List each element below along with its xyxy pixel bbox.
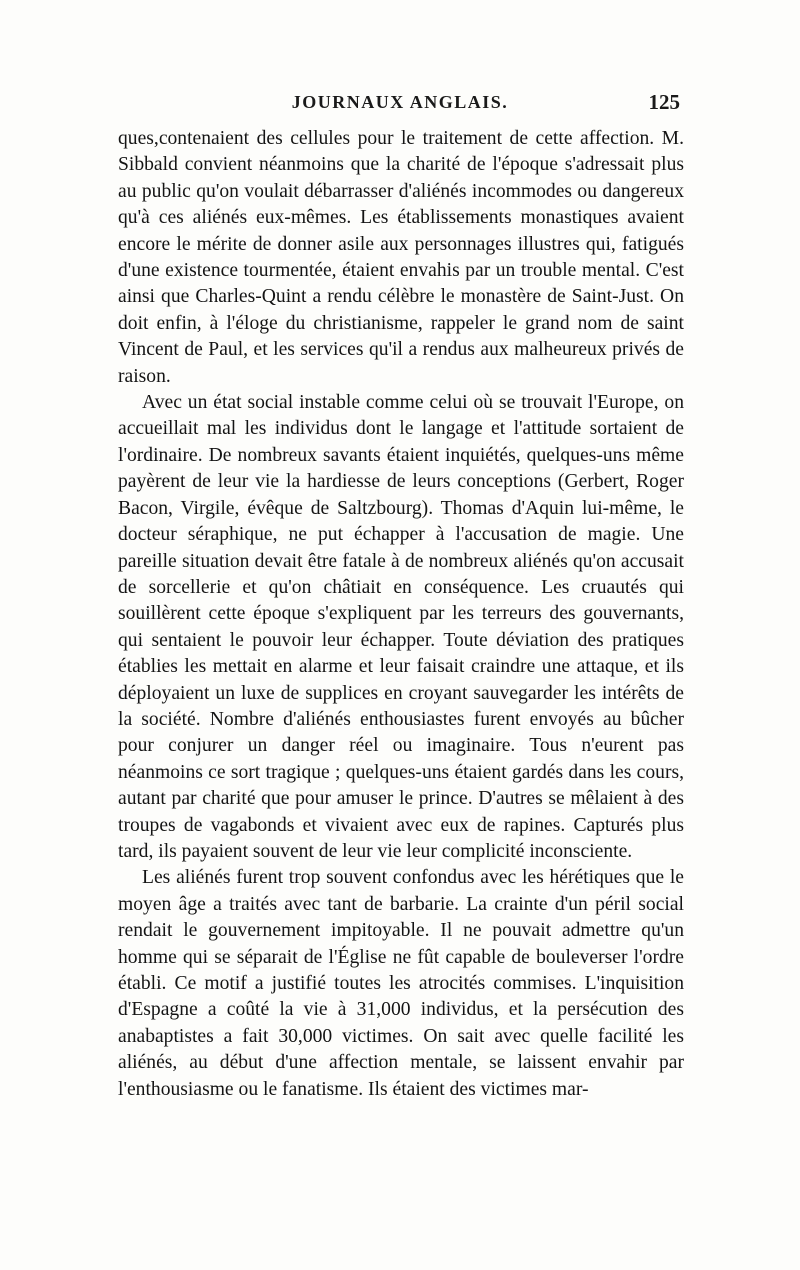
- paragraph-heretics: Les aliénés furent trop souvent confondus avec les hérétiques que le moyen âge a traités avec tant de barbarie. La crainte d'un péril social rendait le gouvernement impitoyable. Il ne pouvait admettre qu'un homme qui se séparait de l'Église ne fût capable de bouleverser l'ordre établi. Ce motif a justifié toutes les atrocités commises. L'inquisition d'Espagne a coûté la vie à 31,000 individus, et la persécution des anabaptistes a fait 30,000 victimes. On sait avec quelle facilité les aliénés, au début d'une affection mentale, se laissent envahir par l'enthousiasme ou le fanatisme. Ils étaient des victimes mar-: [118, 867, 684, 1100]
- body-text: [118, 126, 684, 1103]
- paragraph-social-instability: Avec un état social instable comme celui où se trouvait l'Europe, on accueillait mal les individus dont le langage et l'attitude sortaient de l'ordinaire. De nombreux savants étaient inquiétés, quelques-uns même payèrent de leur vie la hardiesse de leurs conceptions (Gerbert, Roger Bacon, Virgile, évêque de Saltzbourg). Thomas d'Aquin lui-même, le docteur séraphique, ne put échapper à l'accusation de magie. Une pareille situation devait être fatale à de nombreux aliénés qu'on accusait de sorcellerie et qu'on châtiait en conséquence. Les cruautés qui souillèrent cette époque s'expliquent par les terreurs des gouvernants, qui sentaient le pouvoir leur échapper. Toute déviation des pratiques établies les mettait en alarme et leur faisait craindre une attaque, et ils déployaient un luxe de supplices en croyant sauvegarder les intérêts de la société. Nombre d'aliénés enthousiastes furent envoyés au bûcher pour conjurer un danger réel ou imaginaire. Tous n'eurent pas néanmoins ce sort tragique ; quelques-uns étaient gardés dans les cours, autant par charité que pour amuser le prince. D'autres se mêlaient à des troupes de vagabonds et vivaient avec eux de rapines. Capturés plus tard, ils payaient souvent de leur vie leur complicité inconsciente.: [118, 392, 684, 862]
- running-title: JOURNAUX ANGLAIS.: [291, 92, 509, 112]
- paragraph-continuation: ques,contenaient des cellules pour le traitement de cette affection. M. Sibbald convient néanmoins que la charité de l'époque s'adressait plus au public qu'on voulait débarrasser d'aliénés incommodes ou dangereux qu'à ces aliénés eux-mêmes. Les établissements monastiques avaient encore le mérite de donner asile aux personnages illustres qui, fatigués d'une existence tourmentée, étaient envahis par un trouble mental. C'est ainsi que Charles-Quint a rendu célèbre le monastère de Saint-Just. On doit enfin, à l'éloge du christianisme, rappeler le grand nom de saint Vincent de Paul, et les services qu'il a rendus aux malheureux privés de raison.: [118, 128, 684, 387]
- page-header: [120, 92, 680, 116]
- page-number: 125: [648, 90, 680, 114]
